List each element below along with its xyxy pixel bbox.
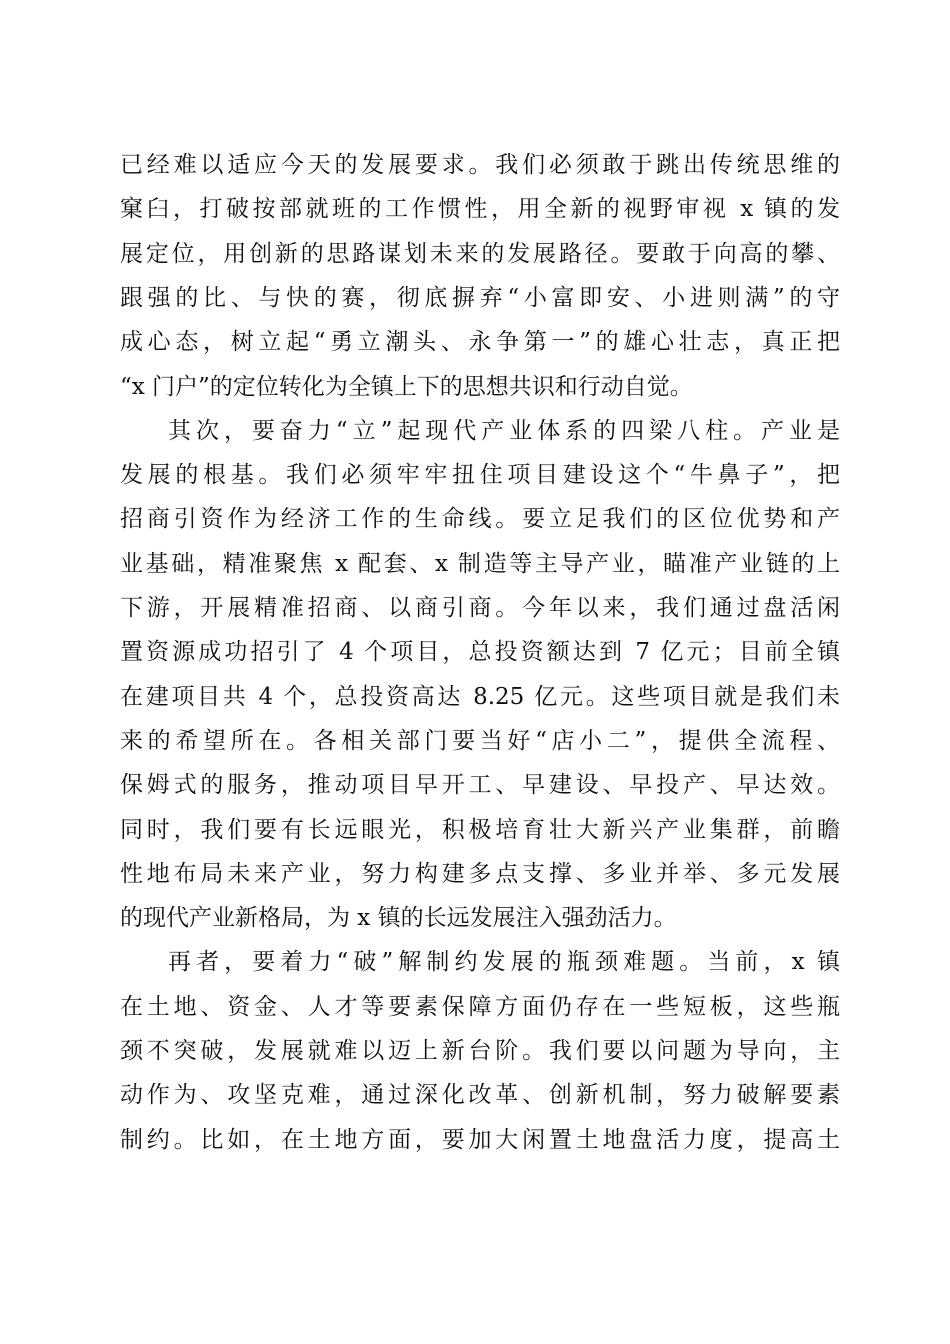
- text-line: 置资源成功招引了 4 个项目，总投资额达到 7 亿元；目前全镇: [120, 639, 840, 666]
- text-line: 成心态，树立起“勇立潮头、永争第一”的雄心壮志，真正把: [120, 329, 840, 356]
- text-line: 其次，要奋力“立”起现代产业体系的四梁八柱。产业是: [168, 417, 840, 444]
- text-line: 下游，开展精准招商、以商引商。今年以来，我们通过盘活闲: [120, 595, 840, 621]
- text-line: 展定位，用创新的思路谋划未来的发展路径。要敢于向高的攀、: [120, 240, 840, 267]
- text-line: 发展的根基。我们必须牢牢扭住项目建设这个“牛鼻子”，把: [120, 462, 840, 489]
- text-line: 同时，我们要有长远眼光，积极培育壮大新兴产业集群，前瞻: [120, 816, 840, 843]
- text-line: 再者，要着力“破”解制约发展的瓶颈难题。当前，x 镇: [168, 949, 840, 976]
- text-line: 在建项目共 4 个，总投资高达 8.25 亿元。这些项目就是我们未: [120, 683, 840, 710]
- text-line: 业基础，精准聚焦 x 配套、x 制造等主导产业，瞄准产业链的上: [120, 550, 840, 577]
- text-line: 制约。比如，在土地方面，要加大闲置土地盘活力度，提高土: [120, 1126, 840, 1153]
- text-line: 的现代产业新格局，为 x 镇的长远发展注入强劲活力。: [120, 905, 677, 932]
- text-line: 保姆式的服务，推动项目早开工、早建设、早投产、早达效。: [120, 772, 840, 799]
- text-line: 窠臼，打破按部就班的工作惯性，用全新的视野审视 x 镇的发: [120, 196, 840, 223]
- text-line: 已经难以适应今天的发展要求。我们必须敢于跳出传统思维的: [120, 152, 840, 178]
- text-line: 颈不突破，发展就难以迈上新台阶。我们要以问题为导向，主: [120, 1038, 840, 1064]
- text-line: 动作为、攻坚克难，通过深化改革、创新机制，努力破解要素: [120, 1082, 840, 1109]
- text-line: 在土地、资金、人才等要素保障方面仍存在一些短板，这些瓶: [120, 993, 840, 1020]
- text-line: 来的希望所在。各相关部门要当好“店小二”，提供全流程、: [120, 727, 840, 754]
- text-line: “x 门户”的定位转化为全镇上下的思想共识和行动自觉。: [120, 373, 693, 400]
- text-line: 性地布局未来产业，努力构建多点支撑、多业并举、多元发展: [120, 860, 840, 887]
- text-line: 招商引资作为经济工作的生命线。要立足我们的区位优势和产: [120, 506, 840, 533]
- text-line: 跟强的比、与快的赛，彻底摒弃“小富即安、小进则满”的守: [120, 284, 840, 311]
